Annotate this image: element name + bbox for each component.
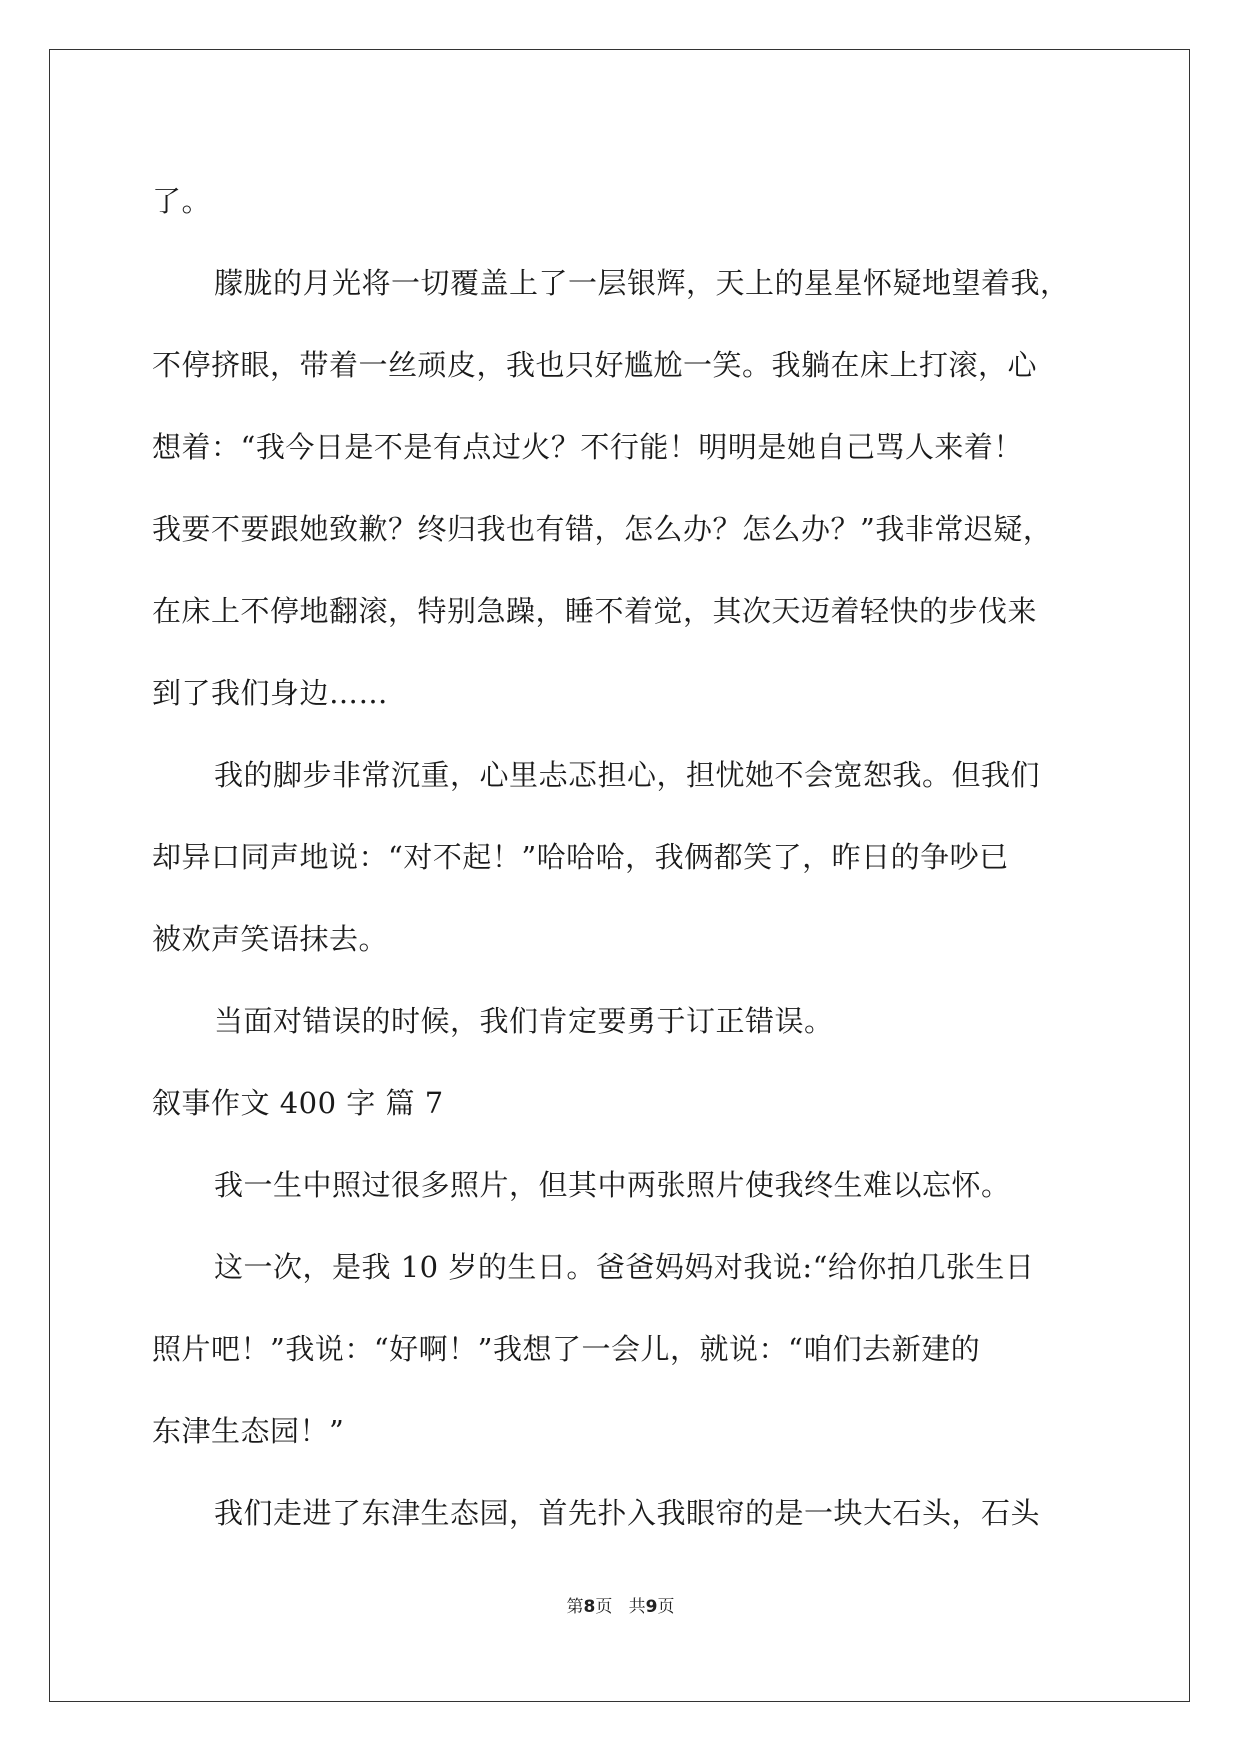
text-line: 当面对错误的时候，我们肯定要勇于订正错误。 bbox=[214, 1004, 834, 1038]
text-line: 朦胧的月光将一切覆盖上了一层银辉，天上的星星怀疑地望着我， bbox=[214, 266, 1070, 300]
text-line: 我要不要跟她致歉？终归我也有错，怎么办？怎么办？”我非常迟疑， bbox=[152, 512, 1053, 546]
text-line: 被欢声笑语抹去。 bbox=[152, 922, 389, 956]
footer-total-prefix: 共 bbox=[628, 1597, 646, 1617]
text-line: 我一生中照过很多照片，但其中两张照片使我终生难以忘怀。 bbox=[214, 1168, 1011, 1202]
text-line: 照片吧！”我说：“好啊！”我想了一会儿，就说：“咱们去新建的 bbox=[152, 1332, 981, 1366]
footer-total-suffix: 页 bbox=[657, 1597, 675, 1617]
page-footer bbox=[0, 1592, 1241, 1617]
footer-page-suffix: 页 bbox=[595, 1597, 613, 1617]
text-line: 想着：“我今日是不是有点过火？不行能！明明是她自己骂人来着！ bbox=[152, 430, 1023, 464]
text-line: 这一次，是我 10 岁的生日。爸爸妈妈对我说:“给你拍几张生日 bbox=[214, 1250, 1035, 1284]
section-heading: 叙事作文 400 字 篇 7 bbox=[152, 1086, 444, 1120]
page-number: 8 bbox=[583, 1597, 596, 1617]
text-line: 我的脚步非常沉重，心里忐忑担心，担忧她不会宽恕我。但我们 bbox=[214, 758, 1041, 792]
text-line: 在床上不停地翻滚，特别急躁，睡不着觉，其次天迈着轻快的步伐来 bbox=[152, 594, 1038, 628]
text-line: 我们走进了东津生态园，首先扑入我眼帘的是一块大石头，石头 bbox=[214, 1496, 1041, 1530]
footer-prefix: 第 bbox=[566, 1597, 584, 1617]
total-pages: 9 bbox=[645, 1597, 658, 1617]
text-line: 到了我们身边…… bbox=[152, 676, 389, 710]
text-line: 了。 bbox=[152, 184, 212, 218]
text-line: 东津生态园！” bbox=[152, 1414, 345, 1448]
text-line: 却异口同声地说：“对不起！”哈哈哈，我俩都笑了，昨日的争吵已 bbox=[152, 840, 1009, 874]
document-body bbox=[152, 160, 1097, 1554]
text-line: 不停挤眼，带着一丝顽皮，我也只好尴尬一笑。我躺在床上打滚，心 bbox=[152, 348, 1038, 382]
